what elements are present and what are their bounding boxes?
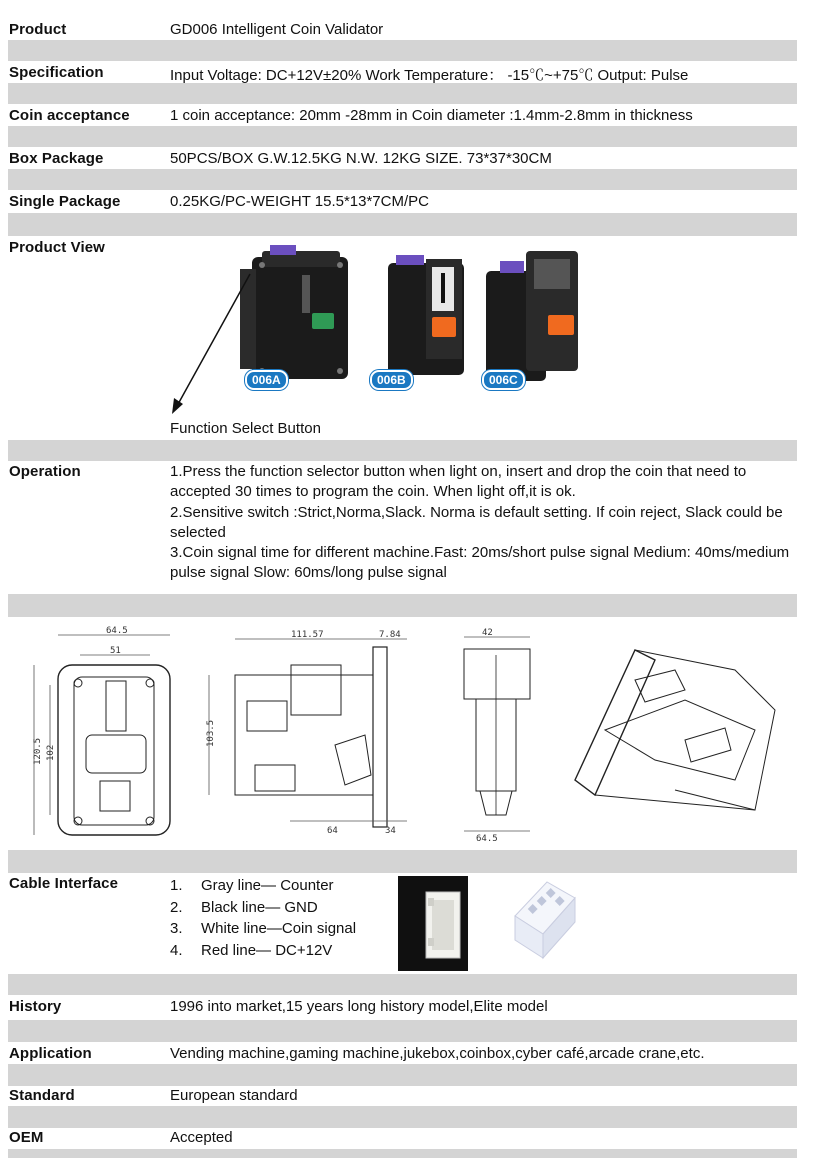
separator-band (8, 40, 797, 61)
product-value: GD006 Intelligent Coin Validator (170, 21, 384, 38)
separator-band (8, 126, 797, 147)
cable-interface-label: Cable Interface (9, 875, 119, 892)
operation-step-2: 2.Sensitive switch :Strict,Norma,Slack. Norma is default setting. If coin reject, Slack could be selected (170, 503, 783, 541)
connector-socket-image (398, 876, 468, 971)
application-label: Application (9, 1045, 92, 1062)
validator-006c-image (486, 251, 578, 381)
specification-label: Specification (9, 64, 104, 81)
separator-band (8, 440, 797, 461)
validator-006b-image (388, 255, 464, 375)
product-label: Product (9, 21, 67, 38)
coin-acceptance-value: 1 coin acceptance: 20mm -28mm in Coin diameter :1.4mm-2.8mm in thickness (170, 107, 693, 124)
single-package-label: Single Package (9, 193, 121, 210)
separator-band (8, 1064, 797, 1086)
cable-item: 3. White line—Coin signal (170, 920, 357, 938)
drawing-side-view (195, 625, 415, 840)
operation-label: Operation (9, 463, 81, 480)
dim-front-width-inner: 51 (110, 646, 121, 656)
drawing-narrow-view (450, 625, 550, 845)
dim-front-width-outer: 64.5 (106, 626, 128, 636)
history-label: History (9, 998, 62, 1015)
cable-item: 4. Red line— DC+12V (170, 941, 333, 959)
separator-band (8, 1106, 797, 1128)
separator-band (8, 169, 797, 190)
separator-band (8, 1020, 797, 1042)
cable-item: 1. Gray line— Counter (170, 877, 334, 894)
dim-side-top-left: 111.57 (291, 630, 324, 640)
separator-band (8, 213, 797, 236)
box-package-value: 50PCS/BOX G.W.12.5KG N.W. 12KG SIZE. 73*37*30CM (170, 150, 552, 167)
separator-band (8, 850, 797, 873)
dim-narrow-top: 42 (482, 628, 493, 638)
product-view-label: Product View (9, 239, 105, 256)
standard-label: Standard (9, 1087, 75, 1104)
cable-list (170, 875, 356, 961)
history-value: 1996 into market,15 years long history model,Elite model (170, 998, 548, 1015)
dim-side-bottom-left: 64 (327, 826, 338, 836)
operation-step-3: 3.Coin signal time for different machine.Fast: 20ms/short pulse signal Medium: 40ms/medium pulse signal Slow: 60ms/long pulse signal (170, 544, 790, 582)
oem-label: OEM (9, 1129, 44, 1146)
operation-step-1: 1.Press the function selector button when light on, insert and drop the coin that need to accepted 30 times to program the coin. When light off,it is ok. (170, 463, 747, 501)
cable-item: 2. Black line— GND (170, 898, 318, 916)
operation-text (170, 462, 798, 584)
separator-band (8, 974, 797, 995)
dim-front-height-outer: 120.5 (33, 737, 43, 765)
dim-side-height: 103.5 (206, 719, 216, 747)
separator-band (8, 83, 797, 104)
dim-front-height-inner: 102 (46, 744, 56, 761)
dim-side-bottom-right: 34 (385, 826, 396, 836)
arrow-icon (168, 270, 258, 420)
connector-plug-image (505, 878, 580, 963)
model-badge-006c: 006C (482, 370, 525, 390)
single-package-value: 0.25KG/PC-WEIGHT 15.5*13*7CM/PC (170, 193, 429, 210)
drawing-iso-view (565, 630, 785, 830)
oem-value: Accepted (170, 1129, 233, 1146)
model-badge-006b: 006B (370, 370, 413, 390)
drawing-front-view (20, 625, 180, 845)
dim-side-top-right: 7.84 (379, 630, 401, 640)
specification-value: Input Voltage: DC+12V±20% Work Temperature： -15℃~+75℃ Output: Pulse (170, 67, 689, 84)
dim-narrow-bottom: 64.5 (476, 834, 498, 844)
application-value: Vending machine,gaming machine,jukebox,coinbox,cyber café,arcade crane,etc. (170, 1045, 705, 1062)
standard-value: European standard (170, 1087, 298, 1104)
separator-band (8, 1149, 797, 1158)
coin-acceptance-label: Coin acceptance (9, 107, 130, 124)
separator-band (8, 594, 797, 617)
function-select-caption: Function Select Button (170, 420, 321, 437)
model-badge-006a: 006A (245, 370, 288, 390)
box-package-label: Box Package (9, 150, 104, 167)
